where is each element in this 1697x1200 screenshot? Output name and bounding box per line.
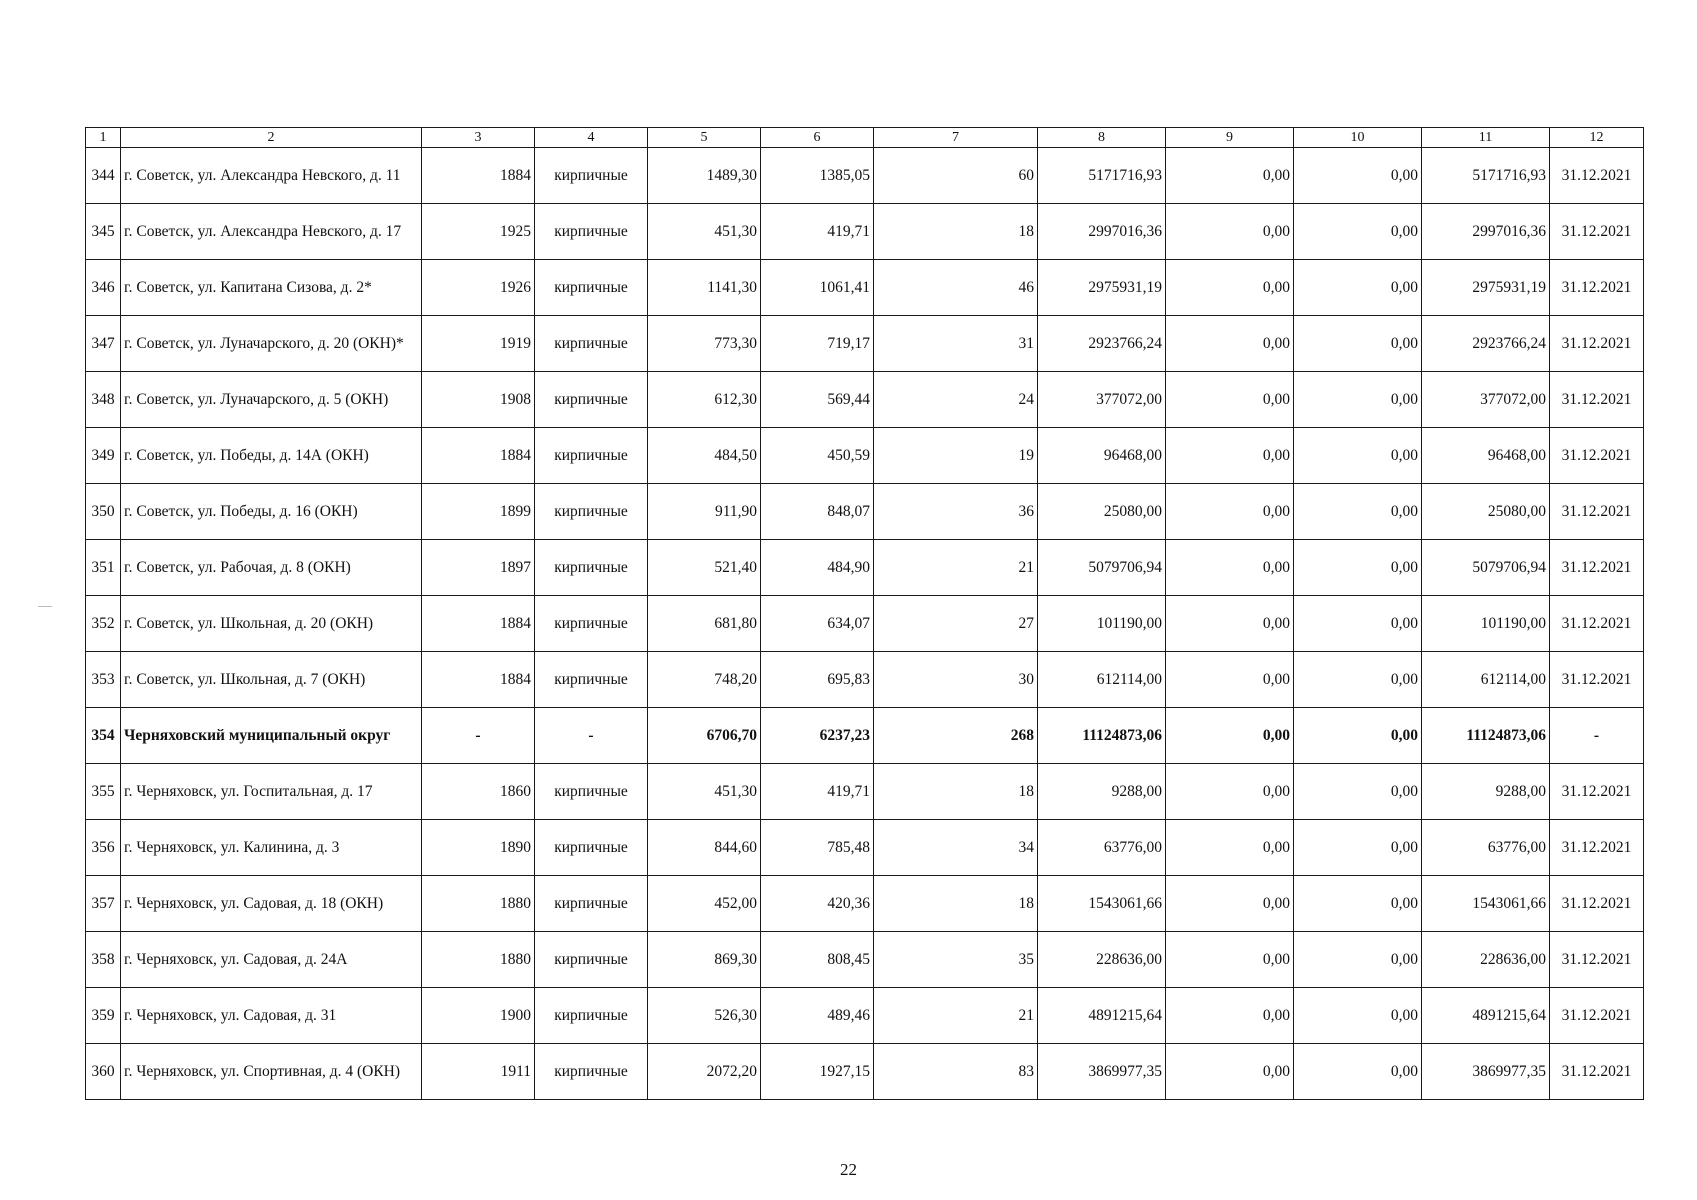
- year-cell: 1919: [422, 316, 535, 372]
- deadline-cell: 31.12.2021: [1550, 932, 1644, 988]
- budget-cost-cell: 0,00: [1294, 540, 1422, 596]
- year-cell: 1911: [422, 1044, 535, 1100]
- deadline-cell: 31.12.2021: [1550, 876, 1644, 932]
- deadline-cell: 31.12.2021: [1550, 148, 1644, 204]
- table-row: [86, 540, 1644, 596]
- fund-cost-cell: 0,00: [1166, 596, 1294, 652]
- residents-cell: 18: [874, 204, 1038, 260]
- other-cost-cell: 2975931,19: [1422, 260, 1550, 316]
- fund-cost-cell: 0,00: [1166, 764, 1294, 820]
- residents-cell: 21: [874, 988, 1038, 1044]
- other-cost-cell: 9288,00: [1422, 764, 1550, 820]
- total-cost-cell: 228636,00: [1038, 932, 1166, 988]
- fund-cost-cell: 0,00: [1166, 876, 1294, 932]
- residents-cell: 46: [874, 260, 1038, 316]
- year-cell: 1860: [422, 764, 535, 820]
- living-area-cell: 420,36: [761, 876, 874, 932]
- other-cost-cell: 25080,00: [1422, 484, 1550, 540]
- wall-material-cell: кирпичные: [535, 596, 648, 652]
- total-area-cell: 844,60: [648, 820, 761, 876]
- fund-cost-cell: 0,00: [1166, 1044, 1294, 1100]
- total-cost-cell: 3869977,35: [1038, 1044, 1166, 1100]
- total-area-cell: 911,90: [648, 484, 761, 540]
- row-number: 354: [86, 708, 121, 764]
- fund-cost-cell: 0,00: [1166, 428, 1294, 484]
- year-cell: 1899: [422, 484, 535, 540]
- fund-cost-cell: 0,00: [1166, 484, 1294, 540]
- fund-cost-cell: 0,00: [1166, 148, 1294, 204]
- table-row: [86, 652, 1644, 708]
- wall-material-cell: кирпичные: [535, 1044, 648, 1100]
- address-cell: г. Советск, ул. Школьная, д. 20 (ОКН): [121, 596, 422, 652]
- deadline-cell: 31.12.2021: [1550, 428, 1644, 484]
- wall-material-cell: кирпичные: [535, 540, 648, 596]
- wall-material-cell: кирпичные: [535, 428, 648, 484]
- address-cell: г. Советск, ул. Победы, д. 14А (ОКН): [121, 428, 422, 484]
- residents-cell: 18: [874, 876, 1038, 932]
- total-cost-cell: 63776,00: [1038, 820, 1166, 876]
- fund-cost-cell: 0,00: [1166, 708, 1294, 764]
- budget-cost-cell: 0,00: [1294, 988, 1422, 1044]
- total-area-cell: 773,30: [648, 316, 761, 372]
- total-cost-cell: 101190,00: [1038, 596, 1166, 652]
- total-area-cell: 521,40: [648, 540, 761, 596]
- year-cell: 1900: [422, 988, 535, 1044]
- address-cell: г. Черняховск, ул. Спортивная, д. 4 (ОКН): [121, 1044, 422, 1100]
- living-area-cell: 1927,15: [761, 1044, 874, 1100]
- wall-material-cell: кирпичные: [535, 204, 648, 260]
- address-cell: г. Советск, ул. Капитана Сизова, д. 2*: [121, 260, 422, 316]
- address-cell: г. Советск, ул. Луначарского, д. 5 (ОКН): [121, 372, 422, 428]
- fund-cost-cell: 0,00: [1166, 260, 1294, 316]
- living-area-cell: 419,71: [761, 764, 874, 820]
- total-area-cell: 612,30: [648, 372, 761, 428]
- living-area-cell: 450,59: [761, 428, 874, 484]
- residents-cell: 35: [874, 932, 1038, 988]
- other-cost-cell: 612114,00: [1422, 652, 1550, 708]
- wall-material-cell: кирпичные: [535, 988, 648, 1044]
- table-row: [86, 764, 1644, 820]
- column-header: 8: [1038, 128, 1166, 148]
- fund-cost-cell: 0,00: [1166, 372, 1294, 428]
- total-cost-cell: 612114,00: [1038, 652, 1166, 708]
- table-row: [86, 428, 1644, 484]
- living-area-cell: 808,45: [761, 932, 874, 988]
- deadline-cell: 31.12.2021: [1550, 260, 1644, 316]
- address-cell: г. Советск, ул. Рабочая, д. 8 (ОКН): [121, 540, 422, 596]
- column-header: 11: [1422, 128, 1550, 148]
- total-area-cell: 451,30: [648, 204, 761, 260]
- total-cost-cell: 5171716,93: [1038, 148, 1166, 204]
- budget-cost-cell: 0,00: [1294, 876, 1422, 932]
- residents-cell: 19: [874, 428, 1038, 484]
- living-area-cell: 848,07: [761, 484, 874, 540]
- residents-cell: 18: [874, 764, 1038, 820]
- total-area-cell: 526,30: [648, 988, 761, 1044]
- fund-cost-cell: 0,00: [1166, 652, 1294, 708]
- address-cell: г. Советск, ул. Александра Невского, д. 11: [121, 148, 422, 204]
- column-number-row: [86, 128, 1644, 148]
- year-cell: 1925: [422, 204, 535, 260]
- fund-cost-cell: 0,00: [1166, 316, 1294, 372]
- address-cell: Черняховский муниципальный округ: [121, 708, 422, 764]
- row-number: 346: [86, 260, 121, 316]
- budget-cost-cell: 0,00: [1294, 148, 1422, 204]
- total-area-cell: 681,80: [648, 596, 761, 652]
- address-cell: г. Советск, ул. Луначарского, д. 20 (ОКН)*: [121, 316, 422, 372]
- table-row: [86, 876, 1644, 932]
- residents-cell: 30: [874, 652, 1038, 708]
- total-cost-cell: 2975931,19: [1038, 260, 1166, 316]
- wall-material-cell: кирпичные: [535, 876, 648, 932]
- total-area-cell: 869,30: [648, 932, 761, 988]
- row-number: 355: [86, 764, 121, 820]
- year-cell: 1926: [422, 260, 535, 316]
- living-area-cell: 484,90: [761, 540, 874, 596]
- living-area-cell: 634,07: [761, 596, 874, 652]
- table-row: [86, 316, 1644, 372]
- residents-cell: 268: [874, 708, 1038, 764]
- year-cell: 1897: [422, 540, 535, 596]
- column-header: 6: [761, 128, 874, 148]
- budget-cost-cell: 0,00: [1294, 204, 1422, 260]
- residents-cell: 36: [874, 484, 1038, 540]
- total-area-cell: 6706,70: [648, 708, 761, 764]
- address-cell: г. Черняховск, ул. Садовая, д. 18 (ОКН): [121, 876, 422, 932]
- deadline-cell: 31.12.2021: [1550, 652, 1644, 708]
- row-number: 347: [86, 316, 121, 372]
- row-number: 344: [86, 148, 121, 204]
- row-number: 345: [86, 204, 121, 260]
- row-number: 358: [86, 932, 121, 988]
- deadline-cell: 31.12.2021: [1550, 988, 1644, 1044]
- total-cost-cell: 377072,00: [1038, 372, 1166, 428]
- wall-material-cell: кирпичные: [535, 764, 648, 820]
- other-cost-cell: 4891215,64: [1422, 988, 1550, 1044]
- column-header: 5: [648, 128, 761, 148]
- table-row: [86, 204, 1644, 260]
- wall-material-cell: кирпичные: [535, 932, 648, 988]
- year-cell: -: [422, 708, 535, 764]
- row-number: 349: [86, 428, 121, 484]
- other-cost-cell: 1543061,66: [1422, 876, 1550, 932]
- budget-cost-cell: 0,00: [1294, 1044, 1422, 1100]
- total-cost-cell: 1543061,66: [1038, 876, 1166, 932]
- other-cost-cell: 101190,00: [1422, 596, 1550, 652]
- other-cost-cell: 63776,00: [1422, 820, 1550, 876]
- total-area-cell: 1141,30: [648, 260, 761, 316]
- deadline-cell: 31.12.2021: [1550, 596, 1644, 652]
- wall-material-cell: кирпичные: [535, 652, 648, 708]
- wall-material-cell: кирпичные: [535, 372, 648, 428]
- residents-cell: 60: [874, 148, 1038, 204]
- living-area-cell: 695,83: [761, 652, 874, 708]
- table-row: [86, 148, 1644, 204]
- total-area-cell: 451,30: [648, 764, 761, 820]
- other-cost-cell: 5171716,93: [1422, 148, 1550, 204]
- table-row: [86, 372, 1644, 428]
- total-cost-cell: 5079706,94: [1038, 540, 1166, 596]
- other-cost-cell: 2923766,24: [1422, 316, 1550, 372]
- fund-cost-cell: 0,00: [1166, 820, 1294, 876]
- residents-cell: 83: [874, 1044, 1038, 1100]
- column-header: 4: [535, 128, 648, 148]
- budget-cost-cell: 0,00: [1294, 316, 1422, 372]
- column-header: 3: [422, 128, 535, 148]
- budget-cost-cell: 0,00: [1294, 708, 1422, 764]
- residents-cell: 27: [874, 596, 1038, 652]
- year-cell: 1890: [422, 820, 535, 876]
- living-area-cell: 489,46: [761, 988, 874, 1044]
- fund-cost-cell: 0,00: [1166, 204, 1294, 260]
- year-cell: 1880: [422, 932, 535, 988]
- residents-cell: 31: [874, 316, 1038, 372]
- wall-material-cell: кирпичные: [535, 484, 648, 540]
- total-cost-cell: 2997016,36: [1038, 204, 1166, 260]
- budget-cost-cell: 0,00: [1294, 428, 1422, 484]
- row-number: 356: [86, 820, 121, 876]
- living-area-cell: 569,44: [761, 372, 874, 428]
- other-cost-cell: 96468,00: [1422, 428, 1550, 484]
- address-cell: г. Советск, ул. Школьная, д. 7 (ОКН): [121, 652, 422, 708]
- scan-mark: [38, 606, 52, 607]
- wall-material-cell: кирпичные: [535, 820, 648, 876]
- fund-cost-cell: 0,00: [1166, 932, 1294, 988]
- table-row: [86, 820, 1644, 876]
- wall-material-cell: кирпичные: [535, 316, 648, 372]
- other-cost-cell: 2997016,36: [1422, 204, 1550, 260]
- total-area-cell: 484,50: [648, 428, 761, 484]
- budget-cost-cell: 0,00: [1294, 820, 1422, 876]
- deadline-cell: 31.12.2021: [1550, 820, 1644, 876]
- budget-cost-cell: 0,00: [1294, 484, 1422, 540]
- table-body: [86, 148, 1644, 1100]
- address-cell: г. Советск, ул. Александра Невского, д. 17: [121, 204, 422, 260]
- residents-cell: 21: [874, 540, 1038, 596]
- address-cell: г. Черняховск, ул. Садовая, д. 31: [121, 988, 422, 1044]
- budget-cost-cell: 0,00: [1294, 260, 1422, 316]
- living-area-cell: 785,48: [761, 820, 874, 876]
- residents-cell: 34: [874, 820, 1038, 876]
- total-cost-cell: 96468,00: [1038, 428, 1166, 484]
- address-cell: г. Черняховск, ул. Калинина, д. 3: [121, 820, 422, 876]
- column-header: 12: [1550, 128, 1644, 148]
- other-cost-cell: 5079706,94: [1422, 540, 1550, 596]
- table-row: [86, 932, 1644, 988]
- year-cell: 1884: [422, 652, 535, 708]
- budget-cost-cell: 0,00: [1294, 596, 1422, 652]
- deadline-cell: -: [1550, 708, 1644, 764]
- deadline-cell: 31.12.2021: [1550, 204, 1644, 260]
- budget-cost-cell: 0,00: [1294, 764, 1422, 820]
- column-header: 10: [1294, 128, 1422, 148]
- table-row: [86, 260, 1644, 316]
- deadline-cell: 31.12.2021: [1550, 484, 1644, 540]
- district-total-row: [86, 708, 1644, 764]
- other-cost-cell: 3869977,35: [1422, 1044, 1550, 1100]
- total-area-cell: 748,20: [648, 652, 761, 708]
- housing-registry-table: [85, 127, 1644, 1100]
- total-cost-cell: 4891215,64: [1038, 988, 1166, 1044]
- living-area-cell: 6237,23: [761, 708, 874, 764]
- table-row: [86, 1044, 1644, 1100]
- column-header: 2: [121, 128, 422, 148]
- deadline-cell: 31.12.2021: [1550, 764, 1644, 820]
- row-number: 359: [86, 988, 121, 1044]
- year-cell: 1908: [422, 372, 535, 428]
- other-cost-cell: 11124873,06: [1422, 708, 1550, 764]
- wall-material-cell: кирпичные: [535, 148, 648, 204]
- row-number: 352: [86, 596, 121, 652]
- column-header: 1: [86, 128, 121, 148]
- deadline-cell: 31.12.2021: [1550, 372, 1644, 428]
- row-number: 360: [86, 1044, 121, 1100]
- total-area-cell: 1489,30: [648, 148, 761, 204]
- other-cost-cell: 228636,00: [1422, 932, 1550, 988]
- total-cost-cell: 9288,00: [1038, 764, 1166, 820]
- deadline-cell: 31.12.2021: [1550, 316, 1644, 372]
- row-number: 353: [86, 652, 121, 708]
- total-cost-cell: 25080,00: [1038, 484, 1166, 540]
- total-cost-cell: 11124873,06: [1038, 708, 1166, 764]
- row-number: 348: [86, 372, 121, 428]
- deadline-cell: 31.12.2021: [1550, 1044, 1644, 1100]
- fund-cost-cell: 0,00: [1166, 988, 1294, 1044]
- row-number: 351: [86, 540, 121, 596]
- year-cell: 1884: [422, 428, 535, 484]
- table-row: [86, 596, 1644, 652]
- wall-material-cell: -: [535, 708, 648, 764]
- deadline-cell: 31.12.2021: [1550, 540, 1644, 596]
- budget-cost-cell: 0,00: [1294, 932, 1422, 988]
- other-cost-cell: 377072,00: [1422, 372, 1550, 428]
- total-area-cell: 452,00: [648, 876, 761, 932]
- year-cell: 1884: [422, 596, 535, 652]
- residents-cell: 24: [874, 372, 1038, 428]
- column-header: 7: [874, 128, 1038, 148]
- page-number: 22: [840, 1160, 857, 1179]
- budget-cost-cell: 0,00: [1294, 652, 1422, 708]
- year-cell: 1884: [422, 148, 535, 204]
- living-area-cell: 1385,05: [761, 148, 874, 204]
- address-cell: г. Черняховск, ул. Госпитальная, д. 17: [121, 764, 422, 820]
- wall-material-cell: кирпичные: [535, 260, 648, 316]
- table-row: [86, 484, 1644, 540]
- living-area-cell: 1061,41: [761, 260, 874, 316]
- year-cell: 1880: [422, 876, 535, 932]
- row-number: 350: [86, 484, 121, 540]
- address-cell: г. Советск, ул. Победы, д. 16 (ОКН): [121, 484, 422, 540]
- table-row: [86, 988, 1644, 1044]
- budget-cost-cell: 0,00: [1294, 372, 1422, 428]
- total-cost-cell: 2923766,24: [1038, 316, 1166, 372]
- fund-cost-cell: 0,00: [1166, 540, 1294, 596]
- column-header: 9: [1166, 128, 1294, 148]
- row-number: 357: [86, 876, 121, 932]
- address-cell: г. Черняховск, ул. Садовая, д. 24А: [121, 932, 422, 988]
- total-area-cell: 2072,20: [648, 1044, 761, 1100]
- living-area-cell: 719,17: [761, 316, 874, 372]
- living-area-cell: 419,71: [761, 204, 874, 260]
